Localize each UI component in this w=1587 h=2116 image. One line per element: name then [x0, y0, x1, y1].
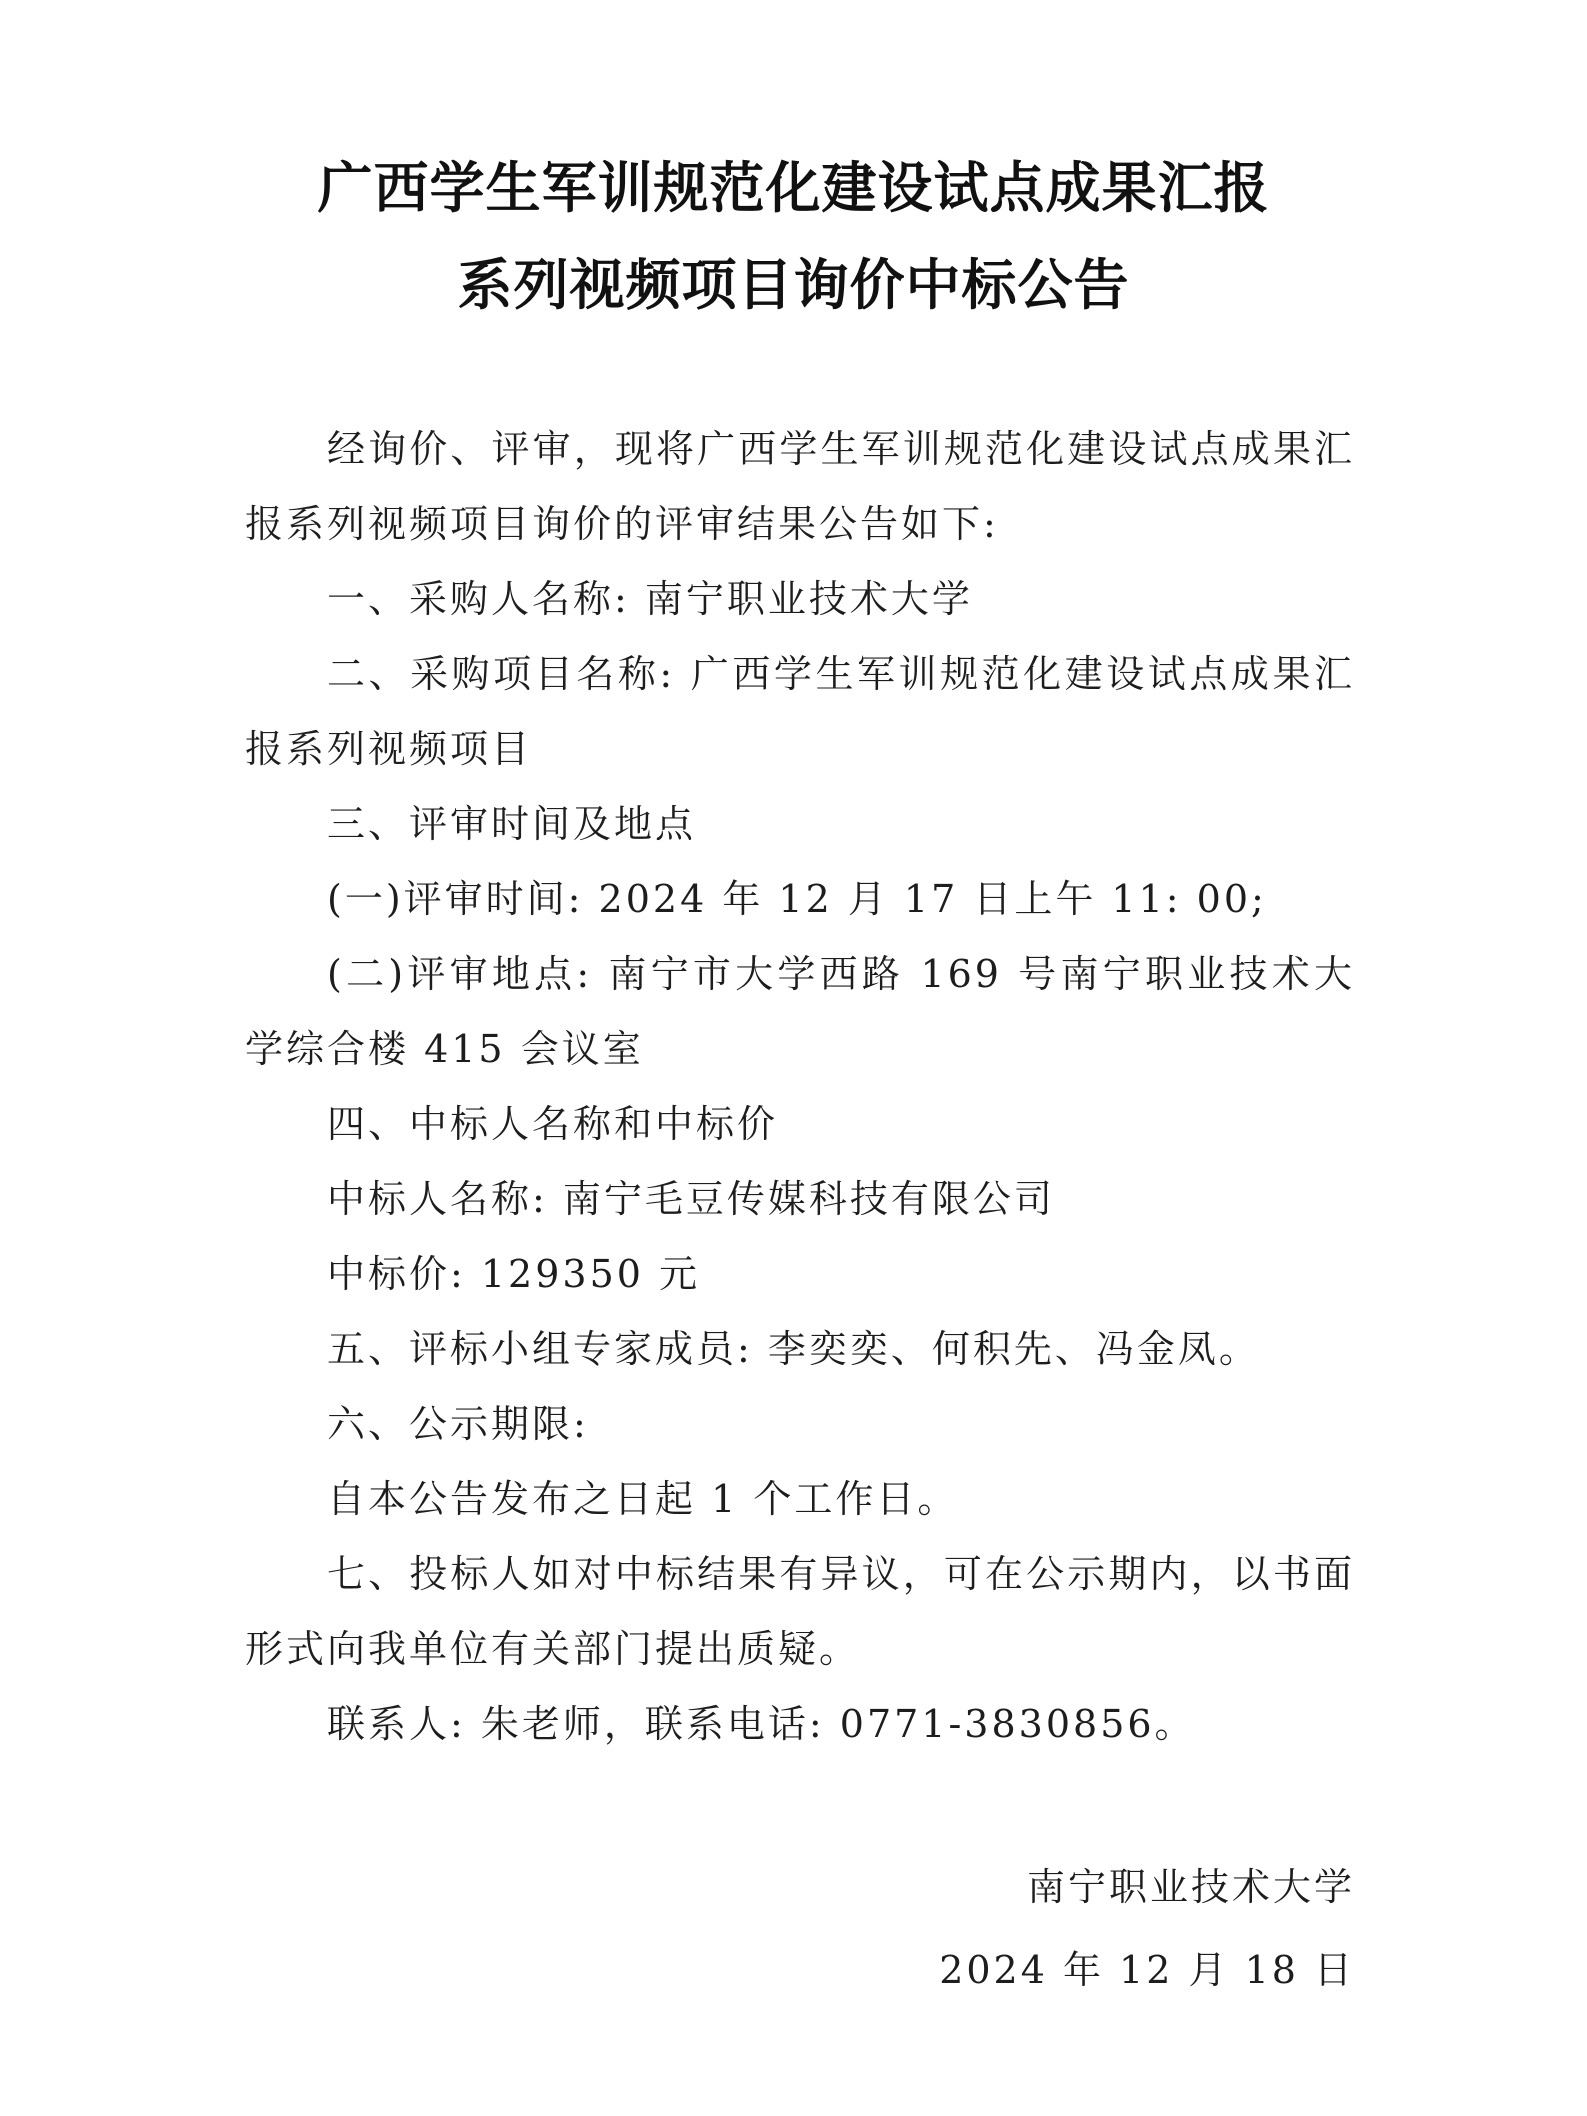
signature-date: 2024 年 12 月 18 日	[939, 1948, 1355, 1992]
publicity-period-heading: 六、公示期限:	[327, 1402, 589, 1446]
signature-organization: 南宁职业技术大学	[1026, 1865, 1355, 1909]
winner-name: 中标人名称: 南宁毛豆传媒科技有限公司	[327, 1177, 1055, 1221]
winning-price: 中标价: 129350 元	[327, 1252, 701, 1296]
purchaser-name: 一、采购人名称: 南宁职业技术大学	[327, 577, 973, 621]
intro-paragraph: 经询价、评审，现将广西学生军训规范化建设试点成果汇报系列视频项目询价的评审结果公告如下:	[245, 427, 1355, 546]
publicity-period: 自本公告发布之日起 1 个工作日。	[327, 1477, 959, 1521]
contact-info: 联系人: 朱老师，联系电话: 0771-3830856。	[327, 1702, 1196, 1746]
project-name: 二、采购项目名称: 广西学生军训规范化建设试点成果汇报系列视频项目	[245, 652, 1355, 771]
review-location: (二)评审地点: 南宁市大学西路 169 号南宁职业技术大学综合楼 415 会议室	[245, 952, 1355, 1071]
expert-members: 五、评标小组专家成员: 李奕奕、何积先、冯金凤。	[327, 1327, 1260, 1371]
winner-heading: 四、中标人名称和中标价	[327, 1102, 779, 1146]
review-time-place-heading: 三、评审时间及地点	[327, 802, 697, 846]
objection-clause: 七、投标人如对中标结果有异议，可在公示期内，以书面形式向我单位有关部门提出质疑。	[245, 1552, 1355, 1671]
notice-title-line-2: 系列视频项目询价中标公告	[457, 253, 1130, 317]
notice-body	[245, 412, 1355, 1762]
review-time: (一)评审时间: 2024 年 12 月 17 日上午 11: 00;	[327, 877, 1267, 921]
notice-title-line-1: 广西学生军训规范化建设试点成果汇报	[317, 156, 1270, 220]
